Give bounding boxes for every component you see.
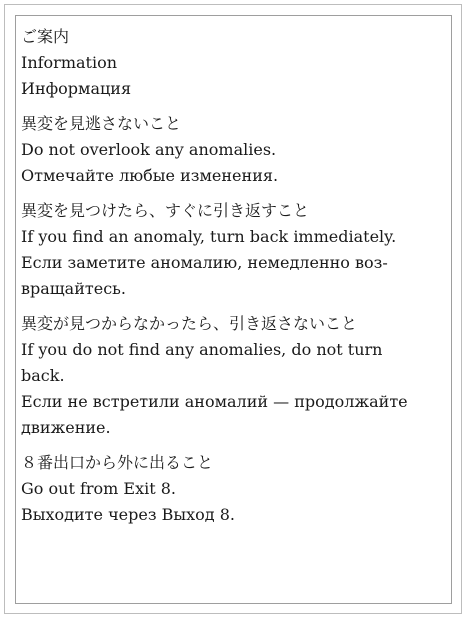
section-rule-2: [21, 198, 426, 302]
rule-2-en: If you find an anomaly, turn back immediately.: [21, 227, 397, 246]
rule-1-ja: 異変を見逃さないこと: [21, 114, 182, 133]
rule-2-ja: 異変を見つけたら、すぐに引き返すこと: [21, 201, 310, 220]
rule-2-ru: Если заметите аномалию, немедленно воз-вращайтесь.: [21, 253, 388, 298]
rule-3-ja: 異変が見つからなかったら、引き返さないこと: [21, 314, 358, 333]
rule-4-ru: Выходите через Выход 8.: [21, 505, 235, 524]
section-rule-1: [21, 111, 426, 189]
header-ru: Информация: [21, 79, 132, 98]
rule-3-en: If you do not find any anomalies, do not turn back.: [21, 340, 383, 385]
section-rule-4: [21, 450, 426, 528]
sign-content: [21, 24, 426, 537]
header-en: Information: [21, 53, 118, 72]
rule-1-en: Do not overlook any anomalies.: [21, 140, 277, 159]
rule-4-en: Go out from Exit 8.: [21, 479, 177, 498]
rule-1-ru: Отмечайте любые изменения.: [21, 166, 279, 185]
section-header: [21, 24, 426, 102]
section-rule-3: [21, 311, 426, 441]
header-ja: ご案内: [21, 27, 70, 46]
rule-4-ja: ８番出口から外に出ること: [21, 453, 214, 472]
rule-3-ru: Если не встретили аномалий — продолжайте движение.: [21, 392, 408, 437]
